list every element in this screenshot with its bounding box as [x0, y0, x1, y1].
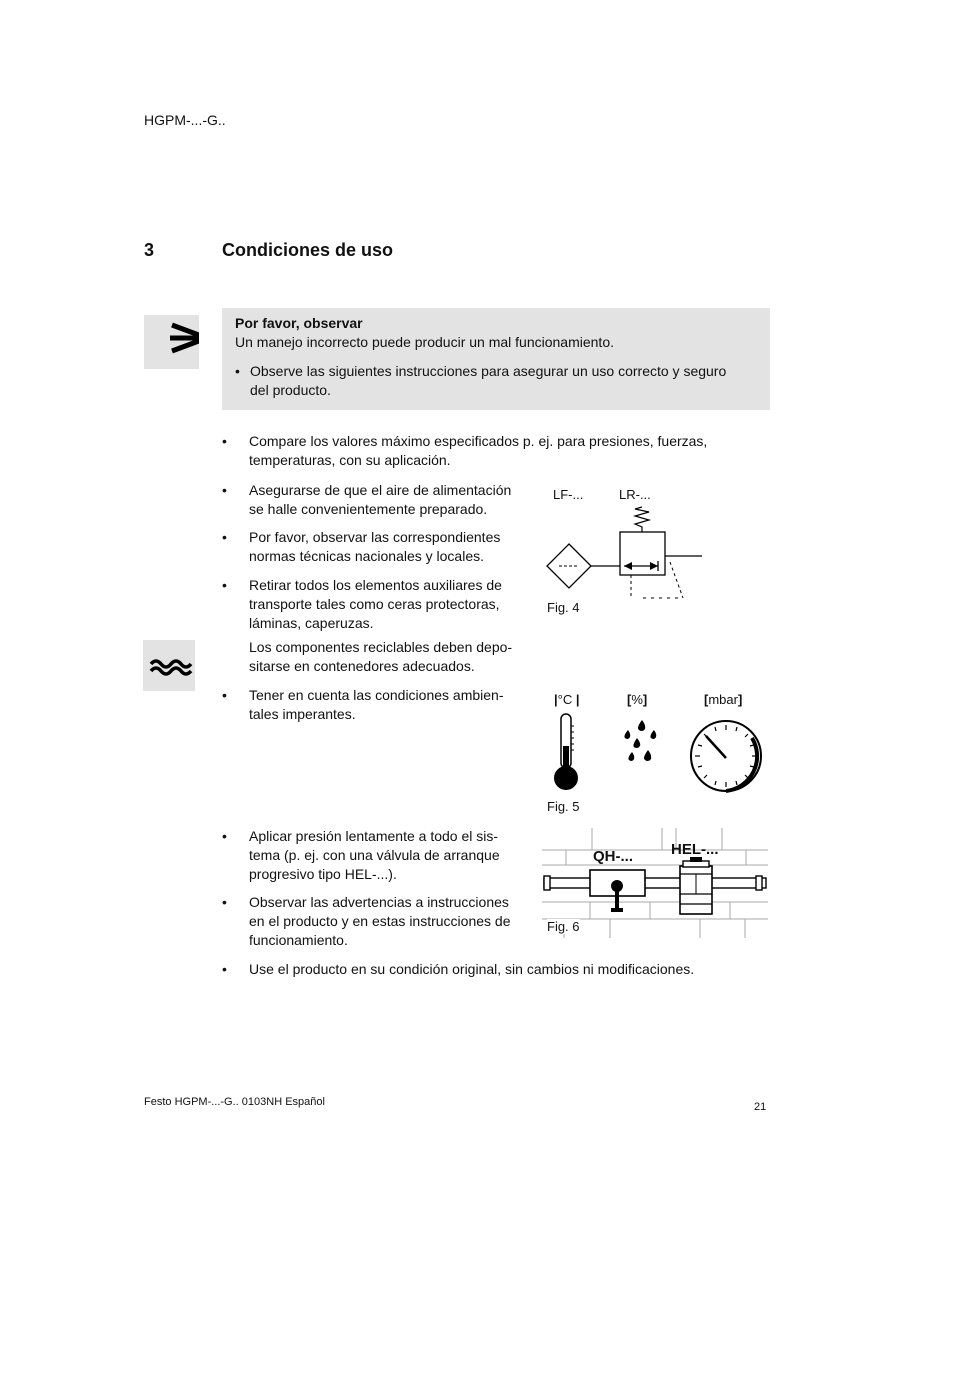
note-text: Un manejo incorrecto puede producir un mal funcionamiento.	[235, 334, 614, 350]
list-item	[222, 481, 512, 519]
list-item	[222, 893, 511, 950]
list-item-line: Retirar todos los elementos auxiliares de	[249, 577, 502, 593]
bullet-dot: •	[222, 577, 227, 593]
list-item-line: láminas, caperuzas.	[249, 615, 374, 631]
list-item-line: tales imperantes.	[249, 706, 356, 722]
unit-temperature: |°C |	[554, 692, 580, 707]
unit-humidity: [%]	[627, 692, 648, 707]
list-item-line: progresivo tipo HEL-...).	[249, 866, 397, 882]
footer-document-id: Festo HGPM-...-G.. 0103NH Español	[144, 1096, 325, 1108]
note-box	[222, 308, 770, 410]
list-item-line: transporte tales como ceras protectoras,	[249, 596, 500, 612]
list-item-line: temperaturas, con su aplicación.	[249, 452, 451, 468]
bullet-dot: •	[222, 828, 227, 844]
hel-label: HEL-...	[671, 841, 719, 858]
list-item-line: en el producto y en estas instrucciones de	[249, 913, 511, 929]
note-bullet-line2: del producto.	[250, 382, 331, 398]
list-item-line: tema (p. ej. con una válvula de arranque	[249, 847, 500, 863]
arrow-right-icon	[144, 315, 199, 369]
bullet-dot: •	[222, 433, 227, 449]
note-icon-box	[144, 315, 199, 369]
bullet-dot: •	[222, 687, 227, 703]
note-bullet-line1: Observe las siguientes instrucciones para asegurar un uso correcto y seguro	[250, 363, 727, 379]
unit-pressure-text: mbar	[708, 692, 738, 707]
pressure-gauge-icon	[688, 718, 764, 794]
recycling-wave-icon	[143, 640, 195, 691]
environment-note	[249, 638, 512, 676]
document-header: HGPM-...-G..	[144, 112, 226, 128]
figure-5	[540, 686, 770, 826]
figure-caption: Fig. 5	[547, 799, 580, 814]
humidity-droplets-icon	[618, 716, 664, 772]
list-item-line: Asegurarse de que el aire de alimentación	[249, 482, 512, 498]
unit-temperature-text: °C	[557, 692, 573, 707]
bullet-dot: •	[222, 529, 227, 545]
bullet-dot: •	[235, 363, 240, 379]
bullet-dot: •	[222, 894, 227, 910]
qh-label: QH-...	[593, 848, 633, 865]
lr-label: LR-...	[619, 487, 651, 502]
figure-caption: Fig. 4	[547, 600, 580, 615]
list-item	[222, 528, 501, 566]
list-item-line: Tener en cuenta las condiciones ambien-	[249, 687, 504, 703]
section-number: 3	[144, 240, 155, 260]
environment-icon-box	[143, 640, 195, 691]
list-item-line: normas técnicas nacionales y locales.	[249, 548, 485, 564]
note-bullet	[235, 362, 758, 400]
filter-regulator-symbol	[540, 482, 720, 612]
list-item	[222, 576, 502, 633]
list-item	[222, 686, 504, 724]
page-number: 21	[754, 1101, 767, 1113]
list-item-line: Aplicar presión lentamente a todo el sis-	[249, 828, 499, 844]
unit-pressure: [mbar]	[704, 692, 743, 707]
list-item-line: funcionamiento.	[249, 932, 348, 948]
section-title: Condiciones de uso	[222, 240, 394, 260]
bullet-dot: •	[222, 482, 227, 498]
bullet-dot: •	[222, 961, 227, 977]
environment-note-line: sitarse en contenedores adecuados.	[249, 658, 475, 674]
figure-caption: Fig. 6	[547, 919, 580, 934]
thermometer-icon	[550, 712, 582, 794]
list-item	[222, 432, 708, 470]
lf-label: LF-...	[553, 487, 584, 502]
list-item-line: Por favor, observar las correspondientes	[249, 529, 501, 545]
list-item-line: Use el producto en su condición original, sin cambios ni modificaciones.	[249, 961, 695, 977]
unit-humidity-text: %	[631, 692, 643, 707]
list-item-line: Compare los valores máximo especificados p. ej. para presiones, fuerzas,	[249, 433, 708, 449]
environment-note-line: Los componentes reciclables deben depo-	[249, 639, 513, 655]
note-title: Por favor, observar	[235, 315, 363, 331]
list-item-line: Observar las advertencias a instrucciones	[249, 894, 509, 910]
list-item	[222, 827, 500, 884]
figure-6	[540, 828, 770, 940]
list-item	[222, 960, 695, 979]
figure-4	[540, 482, 720, 622]
list-item-line: se halle convenientemente preparado.	[249, 501, 488, 517]
